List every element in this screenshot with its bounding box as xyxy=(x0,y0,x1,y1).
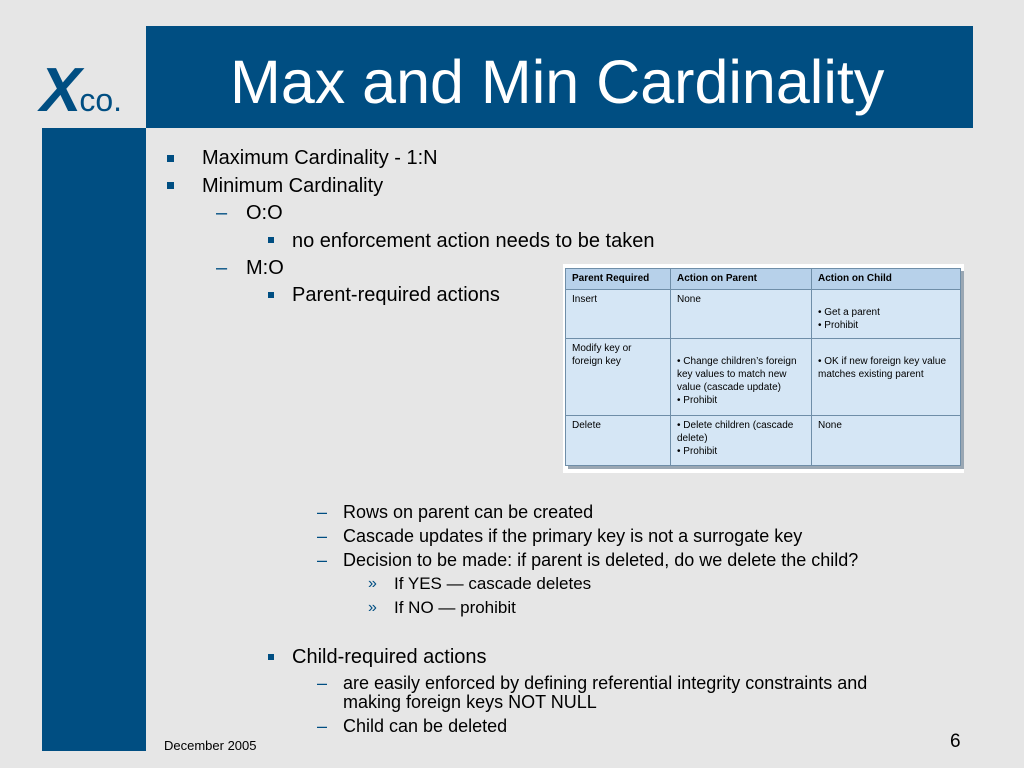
raquo-icon: » xyxy=(368,599,377,616)
parent-required-table xyxy=(565,268,961,466)
table-cell: None xyxy=(671,290,812,339)
bullet-parent-required: Parent-required actions xyxy=(292,284,500,306)
left-accent-bar xyxy=(42,128,146,751)
dash-icon: – xyxy=(317,673,328,693)
bullet-easily-enforced-2: making foreign keys NOT NULL xyxy=(343,692,597,712)
dash-icon: – xyxy=(216,202,228,224)
table-cell: • OK if new foreign key value matches existing parent xyxy=(812,339,961,416)
table-row xyxy=(566,415,961,465)
bullet-decision: Decision to be made: if parent is deleted, do we delete the child? xyxy=(343,550,859,570)
dash-icon: – xyxy=(216,257,228,279)
table-cell: • Delete children (cascade delete) • Prohibit xyxy=(671,415,812,465)
table-row xyxy=(566,290,961,339)
bullet-mo: M:O xyxy=(246,257,284,279)
bullet-child-required: Child-required actions xyxy=(292,646,487,668)
bullet-min-cardinality: Minimum Cardinality xyxy=(202,175,384,197)
bullet-square-icon xyxy=(268,654,274,660)
table-header-cell: Parent Required xyxy=(566,269,671,290)
table-cell: Insert xyxy=(566,290,671,339)
table-cell: • Get a parent • Prohibit xyxy=(812,290,961,339)
bullet-if-yes: If YES — cascade deletes xyxy=(394,574,592,593)
dash-icon: – xyxy=(317,716,328,736)
raquo-icon: » xyxy=(368,575,377,592)
slide-title: Max and Min Cardinality xyxy=(230,48,885,116)
footer-date: December 2005 xyxy=(164,738,257,753)
bullet-rows-created: Rows on parent can be created xyxy=(343,502,594,522)
table-cell: None xyxy=(812,415,961,465)
table-cell: • Change children’s foreign key values to match new value (cascade update) • Prohibit xyxy=(671,339,812,416)
dash-icon: – xyxy=(317,550,328,570)
table-header-cell: Action on Parent xyxy=(671,269,812,290)
bullet-cascade-updates: Cascade updates if the primary key is not a surrogate key xyxy=(343,526,803,546)
table-header-cell: Action on Child xyxy=(812,269,961,290)
bullet-max-cardinality: Maximum Cardinality - 1:N xyxy=(202,147,438,169)
table-row xyxy=(566,339,961,416)
bullet-square-icon xyxy=(268,237,274,243)
bullet-oo: O:O xyxy=(246,202,283,224)
dash-icon: – xyxy=(317,502,328,522)
table-cell: Modify key or foreign key xyxy=(566,339,671,416)
bullet-square-icon xyxy=(268,292,274,298)
xco-logo xyxy=(40,55,122,126)
bullet-easily-enforced-1: are easily enforced by defining referential integrity constraints and xyxy=(343,673,868,693)
table-cell: Delete xyxy=(566,415,671,465)
bullet-child-deleted: Child can be deleted xyxy=(343,716,508,736)
bullet-square-icon xyxy=(167,182,174,189)
bullet-square-icon xyxy=(167,155,174,162)
logo-co: co. xyxy=(79,82,123,118)
bullet-oo-sub: no enforcement action needs to be taken xyxy=(292,230,655,252)
parent-required-table-container xyxy=(563,264,964,473)
bullet-if-no: If NO — prohibit xyxy=(394,598,516,617)
table-header-row xyxy=(566,269,961,290)
logo-x: X xyxy=(40,56,80,125)
dash-icon: – xyxy=(317,526,328,546)
page-number: 6 xyxy=(950,731,961,752)
